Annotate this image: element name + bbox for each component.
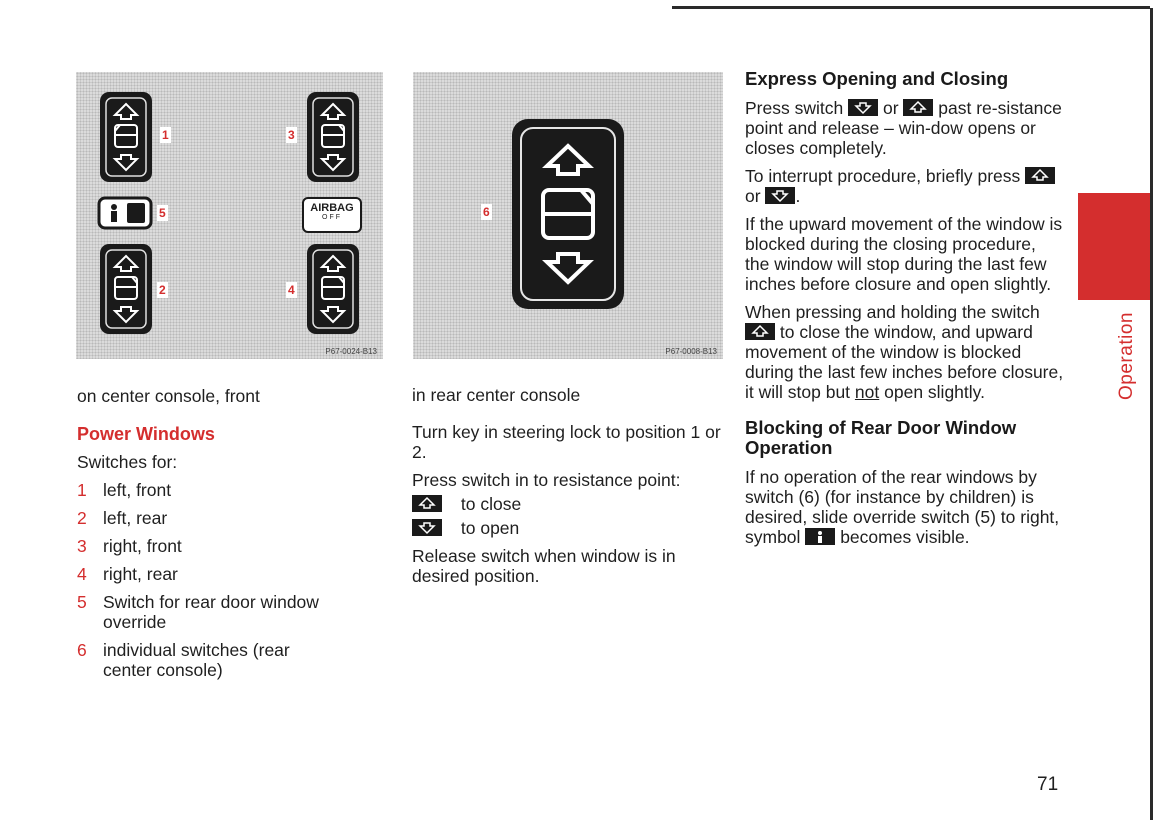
list-item — [77, 508, 377, 528]
item-number: 6 — [77, 640, 87, 660]
column-middle — [412, 385, 722, 586]
window-switch-1-icon — [98, 90, 154, 184]
text: becomes visible. — [840, 527, 970, 547]
right-edge-rule — [1150, 8, 1153, 820]
figure-code: P67-0008-B13 — [665, 347, 717, 356]
item-number: 4 — [77, 564, 87, 584]
airbag-off-indicator — [302, 197, 362, 233]
list-item — [77, 592, 377, 632]
item-number: 1 — [77, 480, 87, 500]
list-item — [77, 564, 377, 584]
section-tab — [1078, 193, 1150, 300]
paragraph-blocking — [745, 467, 1065, 547]
text: past re-sistance point and release – win-dow opens or closes completely. — [745, 98, 1062, 158]
text: When pressing and holding the switch — [745, 302, 1040, 322]
section-label: Operation — [1116, 312, 1137, 400]
child-lock-symbol-icon — [805, 528, 835, 545]
up-arrow-symbol-icon — [745, 323, 775, 340]
list-item — [77, 640, 377, 680]
label-3: 3 — [288, 128, 295, 142]
rear-console-figure — [413, 72, 723, 359]
up-arrow-symbol-icon — [1025, 167, 1055, 184]
item-text: Switch for rear door window override — [103, 592, 319, 632]
item-text: right, rear — [103, 564, 178, 584]
item-text: right, front — [103, 536, 182, 556]
figure-caption: in rear center console — [412, 385, 581, 405]
item-text: left, front — [103, 480, 172, 500]
down-arrow-symbol-icon — [765, 187, 795, 204]
close-text: to close — [460, 494, 522, 514]
paragraph: Press switch in to resistance point: — [412, 470, 681, 490]
list-item — [77, 480, 377, 500]
open-text: to open — [460, 518, 520, 538]
label-4: 4 — [288, 283, 295, 297]
airbag-off-text: OFF — [322, 214, 342, 221]
front-console-figure — [76, 72, 383, 359]
heading-blocking: Blocking of Rear Door Window Operation — [745, 417, 1017, 458]
top-rule — [672, 6, 1150, 9]
paragraph-interrupt — [745, 166, 1065, 206]
intro-text: Switches for: — [77, 452, 178, 472]
label-5: 5 — [159, 206, 166, 220]
label-6: 6 — [483, 205, 490, 219]
item-text: left, rear — [103, 508, 168, 528]
text: If no operation of the rear windows by switch (6) (for instance by children) is desired, slide override switch (5) to right, symbol — [745, 467, 1060, 547]
airbag-text: AIRBAG — [310, 202, 354, 214]
down-arrow-symbol-icon — [412, 519, 442, 536]
label-1: 1 — [162, 128, 169, 142]
text: or — [882, 98, 899, 118]
page-number: 71 — [1037, 774, 1059, 795]
text: or — [745, 186, 761, 206]
paragraph: Release switch when window is in desired position. — [412, 546, 676, 586]
list-item — [77, 536, 377, 556]
item-number: 2 — [77, 508, 87, 528]
text: To interrupt procedure, briefly press — [745, 166, 1021, 186]
up-arrow-symbol-icon — [412, 495, 442, 512]
text: open slightly. — [884, 382, 985, 402]
text: to close the window, and upward movement of the window is blocked during the last few inches before closure, it will stop but — [745, 322, 1064, 402]
override-switch-5-icon — [97, 196, 153, 230]
window-switch-4-icon — [305, 242, 361, 336]
emphasis-not: not — [854, 382, 880, 402]
close-row — [412, 494, 722, 514]
item-number: 5 — [77, 592, 87, 612]
column-right — [745, 69, 1065, 547]
window-switch-3-icon — [305, 90, 361, 184]
open-row — [412, 518, 722, 538]
down-arrow-symbol-icon — [848, 99, 878, 116]
paragraph: Turn key in steering lock to position 1 or 2. — [412, 422, 721, 462]
up-arrow-symbol-icon — [903, 99, 933, 116]
paragraph-holding — [745, 302, 1065, 402]
label-2: 2 — [159, 283, 166, 297]
section-heading: Power Windows — [77, 424, 215, 444]
item-text: individual switches (rear center console) — [103, 640, 290, 680]
figure-caption: on center console, front — [77, 386, 260, 406]
text: . — [795, 186, 801, 206]
window-switch-2-icon — [98, 242, 154, 336]
window-switch-6-icon — [509, 116, 627, 312]
column-left — [77, 386, 377, 680]
paragraph: If the upward movement of the window is blocked during the closing procedure, the window will stop during the last few inches before closure and open slightly. — [745, 214, 1063, 294]
text: Press switch — [745, 98, 844, 118]
item-number: 3 — [77, 536, 87, 556]
paragraph-express — [745, 98, 1065, 158]
heading-express: Express Opening and Closing — [745, 68, 1009, 89]
figure-code: P67-0024-B13 — [325, 347, 377, 356]
